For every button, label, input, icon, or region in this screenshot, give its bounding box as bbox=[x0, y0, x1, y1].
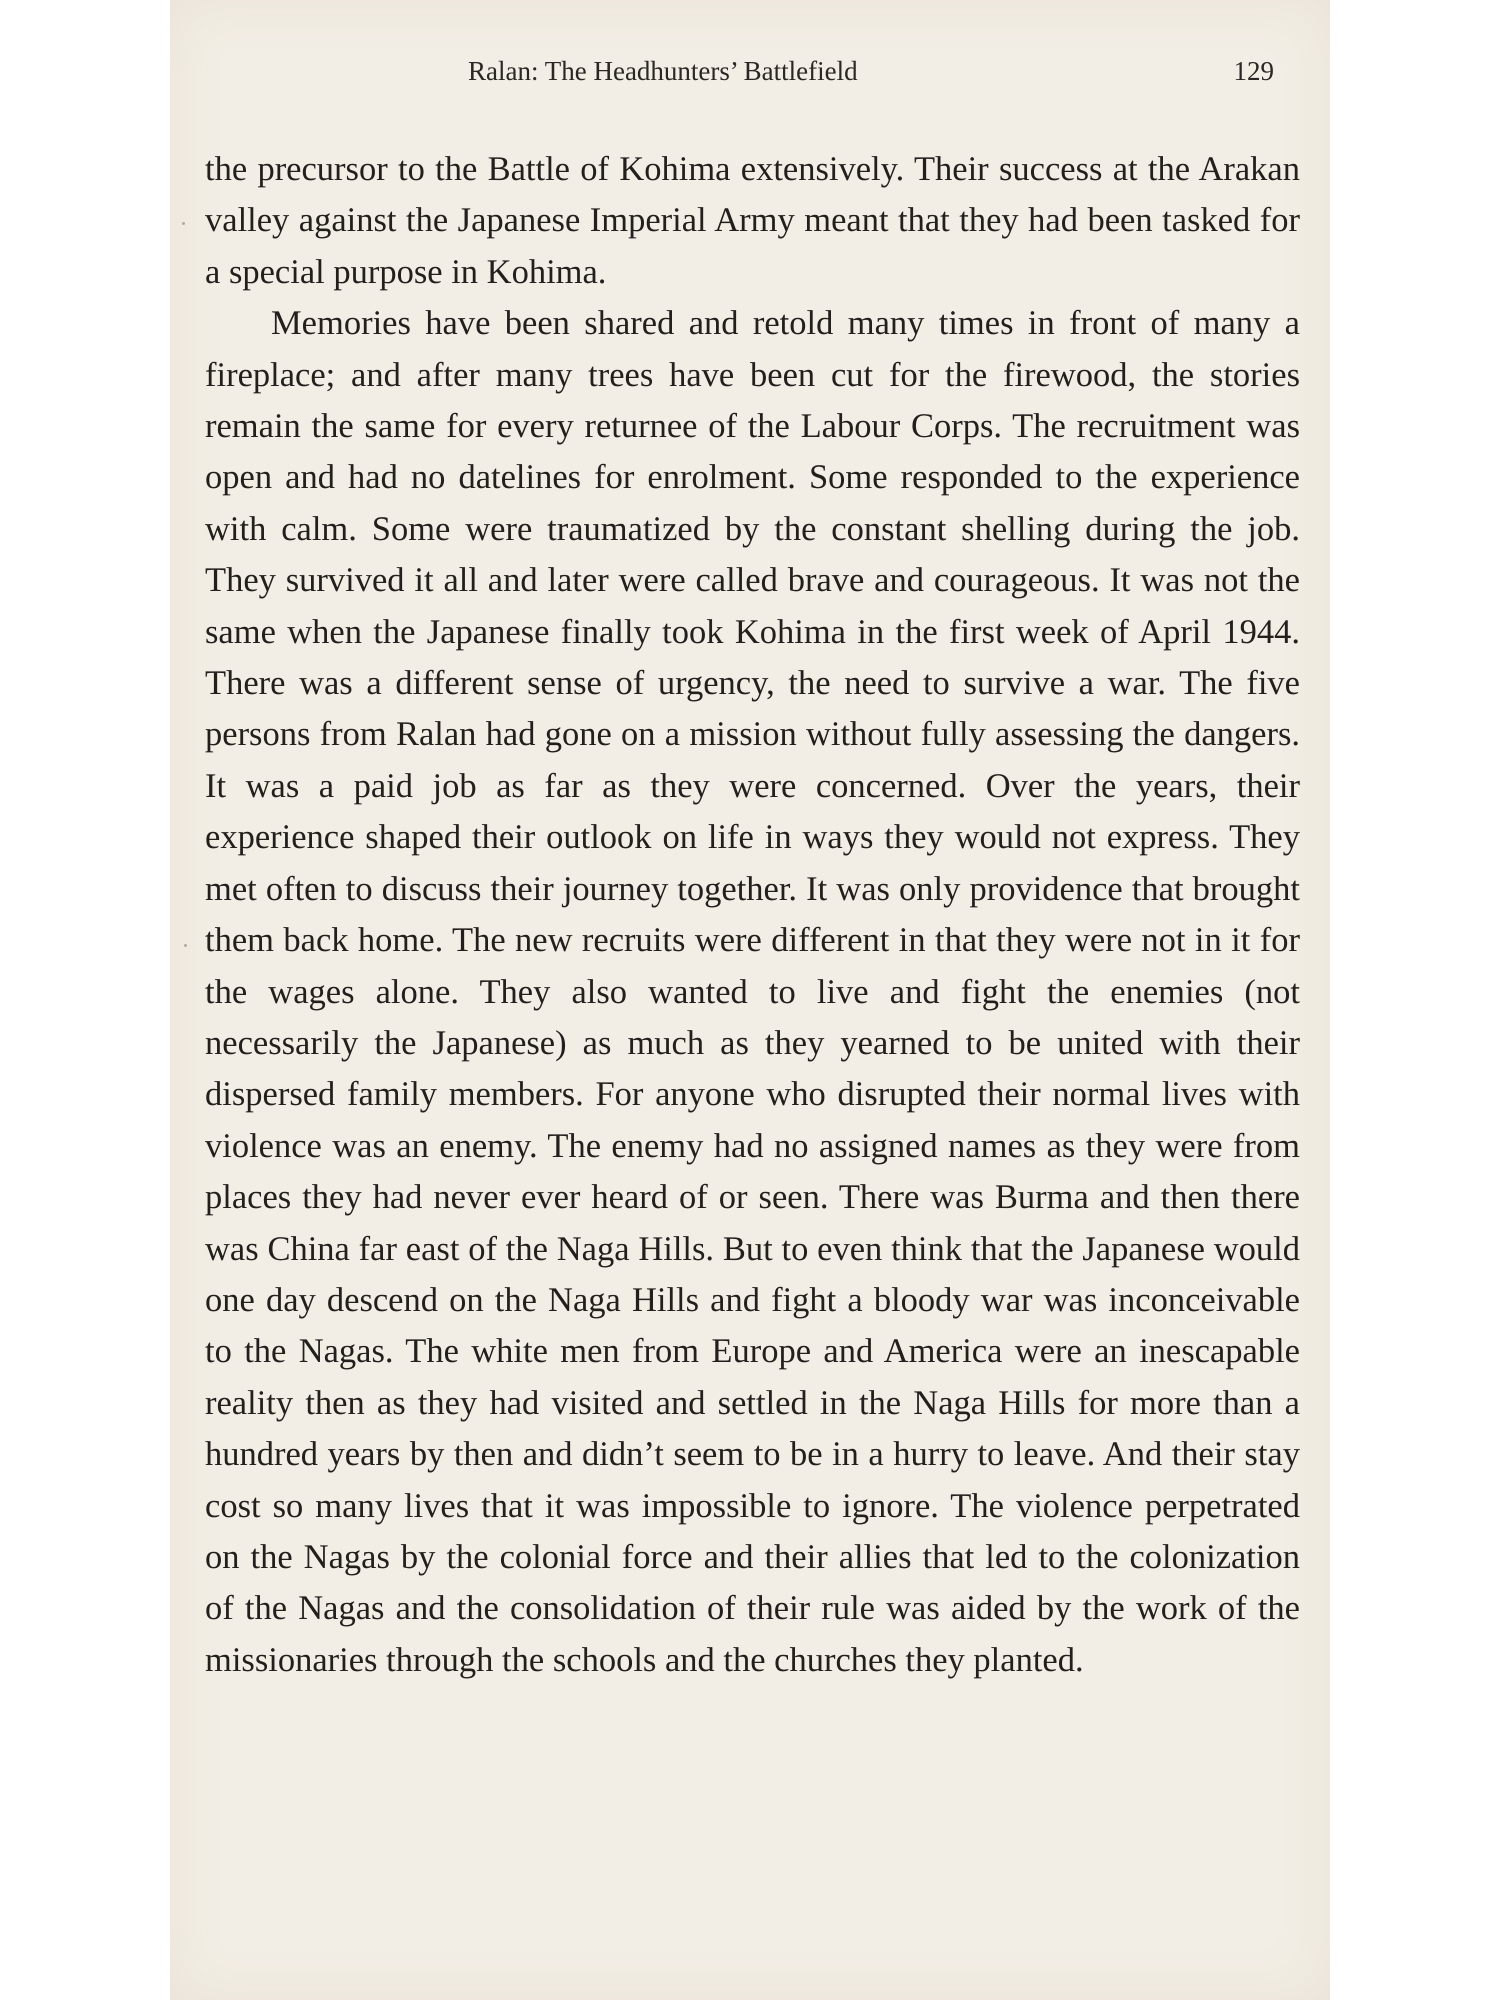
running-title: Ralan: The Headhunters’ Battlefield bbox=[468, 56, 858, 86]
paragraph-1: the precursor to the Battle of Kohima extensively. Their success at the Arakan valley against the Japanese Imperial Army meant that they had been tasked for a special purpose in Kohima. bbox=[205, 150, 1300, 291]
running-head bbox=[170, 56, 1330, 96]
body-text bbox=[205, 144, 1300, 1686]
paper-speck bbox=[184, 944, 187, 947]
paper-speck bbox=[182, 222, 185, 225]
page-number: 129 bbox=[1233, 56, 1274, 86]
paragraph-2: Memories have been shared and retold many times in front of many a fireplace; and after many trees have been cut for the firewood, the stories remain the same for every returnee of the Labour Corps. The recruitment was open and had no datelines for enrolment. Some responded to the experience with calm. Some were traumatized by the constant shelling during the job. They survived it all and later were called brave and courageous. It was not the same when the Japanese finally took Kohima in the first week of April 1944. There was a different sense of urgency, the need to survive a war. The five persons from Ralan had gone on a mission without fully assessing the dangers. It was a paid job as far as they were concerned. Over the years, their experience shaped their outlook on life in ways they would not express. They met often to discuss their journey together. It was only providence that brought them back home. The new recruits were different in that they were not in it for the wages alone. They also wanted to live and fight the enemies (not necessarily the Japanese) as much as they yearned to be united with their dispersed family members. For anyone who disrupted their normal lives with violence was an enemy. The enemy had no assigned names as they were from places they had never ever heard of or seen. There was Burma and then there was China far east of the Naga Hills. But to even think that the Japanese would one day descend on the Naga Hills and fight a bloody war was inconceivable to the Nagas. The white men from Europe and America were an inescapable reality then as they had visited and settled in the Naga Hills for more than a hundred years by then and didn’t seem to be in a hurry to leave. And their stay cost so many lives that it was impossible to ignore. The violence perpetrated on the Nagas by the colonial force and their allies that led to the colonization of the Nagas and the consolidation of their rule was aided by the work of the missionaries through the schools and the churches they planted. bbox=[205, 304, 1300, 1679]
book-page bbox=[170, 0, 1330, 2000]
